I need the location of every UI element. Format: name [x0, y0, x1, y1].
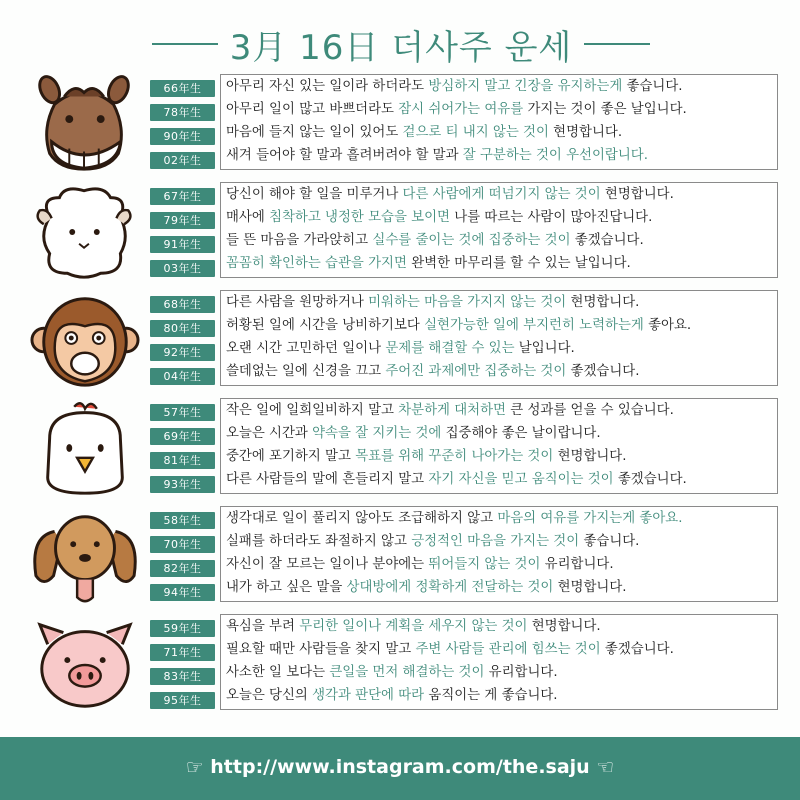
- fortune-section: [0, 614, 800, 714]
- birth-year-badge: 67年生: [150, 188, 215, 205]
- chicken-icon: [30, 398, 140, 498]
- birth-year-badge: 69年生: [150, 428, 215, 445]
- monkey-icon: [30, 290, 140, 390]
- fortune-text: 좋겠습니다.: [566, 364, 640, 379]
- fortune-line: [226, 684, 781, 708]
- fortune-text: 큰 성과를 얻을 수 있습니다.: [506, 403, 674, 418]
- fortune-text: 실패를 하더라도 좌절하지 않고: [226, 534, 412, 549]
- fortune-line: [226, 98, 781, 122]
- fortune-text: 나를 따르는 사람이 많아진답니다.: [450, 210, 653, 225]
- highlight-text: 상대방에게 정확하게 전달하는 것이: [346, 580, 554, 595]
- highlight-text: 미워하는 마음을 가지지 않는 것이: [368, 295, 567, 310]
- fortune-line: [226, 638, 781, 662]
- fortune-line: [226, 445, 781, 469]
- fortune-text: 오늘은 당신의: [226, 688, 313, 703]
- birth-year-badge: 82年生: [150, 560, 215, 577]
- fortune-line: [226, 206, 781, 230]
- birth-year-badge: 93年生: [150, 476, 215, 493]
- highlight-text: 마음의 여유를 가지는게 좋아요.: [497, 511, 683, 526]
- fortune-text: 새겨 들어야 할 말과 흘려버려야 할 말과: [226, 148, 463, 163]
- fortune-line: [226, 252, 781, 276]
- fortune-text: 좋아요.: [643, 318, 692, 333]
- highlight-text: 방심하지 말고 긴장을 유지하는게: [428, 79, 623, 94]
- highlight-text: 침착하고 냉정한 모습을 보이면: [269, 210, 450, 225]
- fortune-text: 쓸데없는 일에 신경을 끄고: [226, 364, 386, 379]
- highlight-text: 뛰어들지 않는 것이: [428, 557, 541, 572]
- fortune-line: [226, 229, 781, 253]
- highlight-text: 약속을 잘 지키는 것에: [312, 426, 442, 441]
- fortune-line: [226, 468, 781, 492]
- highlight-text: 생각과 판단에 따라: [312, 688, 425, 703]
- birth-year-badge: 03年生: [150, 260, 215, 277]
- birth-year-badge: 81年生: [150, 452, 215, 469]
- birth-year-badge: 91年生: [150, 236, 215, 253]
- highlight-text: 큰일을 먼저 해결하는 것이: [329, 665, 485, 680]
- birth-year-badges: [150, 614, 220, 714]
- fortune-text: 현명합니다.: [553, 449, 627, 464]
- fortune-section: [0, 74, 800, 174]
- fortune-text: 아무리 자신 있는 일이라 하더라도: [226, 79, 429, 94]
- fortune-text: 날입니다.: [514, 341, 575, 356]
- fortune-text: 좋겠습니다.: [570, 233, 644, 248]
- fortune-text: 매사에: [226, 210, 270, 225]
- fortune-line: [226, 553, 781, 577]
- fortune-line: [226, 121, 781, 145]
- fortune-text: 가지는 것이 좋은 날입니다.: [523, 102, 687, 117]
- sheep-icon: [30, 182, 140, 282]
- highlight-text: 문제를 해결할 수 있는: [385, 341, 515, 356]
- fortune-text: 내가 하고 싶은 말을: [226, 580, 347, 595]
- fortune-text: 오랜 시간 고민하던 일이나: [226, 341, 386, 356]
- fortune-text: 오늘은 시간과: [226, 426, 313, 441]
- fortune-line: [226, 314, 781, 338]
- title-row: [0, 18, 800, 68]
- birth-year-badge: 80年生: [150, 320, 215, 337]
- highlight-text: 잠시 쉬어가는 여유를: [398, 102, 524, 117]
- birth-year-badge: 79年生: [150, 212, 215, 229]
- fortune-line: [226, 661, 781, 685]
- fortune-line: [226, 422, 781, 446]
- fortune-text-box: [220, 74, 778, 170]
- birth-year-badge: 58年生: [150, 512, 215, 529]
- fortune-line: [226, 360, 781, 384]
- fortune-text: 다른 사람들의 말에 흔들리지 말고: [226, 472, 429, 487]
- birth-year-badge: 90年生: [150, 128, 215, 145]
- fortune-text: 다른 사람을 원망하거나: [226, 295, 369, 310]
- fortune-line: [226, 183, 781, 207]
- birth-year-badges: [150, 398, 220, 498]
- title-divider-left: [152, 43, 218, 45]
- fortune-line: [226, 75, 781, 99]
- highlight-text: 무리한 일이나 계획을 세우지 않는 것이: [299, 619, 528, 634]
- highlight-text: 다른 사람에게 떠넘기지 않는 것이: [402, 187, 601, 202]
- fortune-text: 좋습니다.: [622, 79, 683, 94]
- fortune-text: 집중해야 좋은 날이랍니다.: [441, 426, 601, 441]
- birth-year-badge: 83年生: [150, 668, 215, 685]
- fortune-text-box: [220, 290, 778, 386]
- highlight-text: 꼼꼼히 확인하는 습관을 가지면: [226, 256, 407, 271]
- birth-year-badge: 59年生: [150, 620, 215, 637]
- fortune-text: 사소한 일 보다는: [226, 665, 330, 680]
- highlight-text: 실수를 줄이는 것에 집중하는 것이: [372, 233, 571, 248]
- page-title: 3月 16日 더사주 운세: [229, 28, 573, 68]
- fortune-text-box: [220, 506, 778, 602]
- birth-year-badge: 68年生: [150, 296, 215, 313]
- birth-year-badge: 78年生: [150, 104, 215, 121]
- fortune-line: [226, 530, 781, 554]
- footer-link-row: [0, 755, 800, 779]
- fortune-text: 현명합니다.: [600, 187, 674, 202]
- instagram-link[interactable]: http://www.instagram.com/the.saju: [210, 756, 590, 778]
- highlight-text: 긍정적인 마음을 가지는 것이: [411, 534, 580, 549]
- pig-icon: [30, 614, 140, 714]
- birth-year-badge: 57年生: [150, 404, 215, 421]
- fortune-text: 아무리 일이 많고 바쁘더라도: [226, 102, 399, 117]
- birth-year-badges: [150, 182, 220, 282]
- title-divider-right: [584, 43, 650, 45]
- fortune-line: [226, 576, 781, 600]
- fortune-text: 좋습니다.: [579, 534, 640, 549]
- highlight-text: 차분하게 대처하면: [398, 403, 506, 418]
- fortune-line: [226, 507, 781, 531]
- fortune-text: 당신이 해야 할 일을 미루거나: [226, 187, 403, 202]
- birth-year-badges: [150, 74, 220, 174]
- highlight-text: 주변 사람들 관리에 힘쓰는 것이: [415, 642, 601, 657]
- fortune-text-box: [220, 398, 778, 494]
- highlight-text: 잘 구분하는 것이 우선이랍니다.: [462, 148, 648, 163]
- fortune-text: 좋겠습니다.: [613, 472, 687, 487]
- highlight-text: 실현가능한 일에 부지런히 노력하는게: [424, 318, 644, 333]
- fortune-section: [0, 290, 800, 390]
- fortune-text: 중간에 포기하지 말고: [226, 449, 356, 464]
- birth-year-badge: 94年生: [150, 584, 215, 601]
- fortune-text: 유리합니다.: [540, 557, 614, 572]
- birth-year-badge: 04年生: [150, 368, 215, 385]
- birth-year-badge: 92年生: [150, 344, 215, 361]
- fortune-section: [0, 182, 800, 282]
- fortune-text: 자신이 잘 모르는 일이나 분야에는: [226, 557, 429, 572]
- fortune-text: 들 뜬 마음을 가라앉히고: [226, 233, 373, 248]
- fortune-text-box: [220, 614, 778, 710]
- fortune-section: [0, 506, 800, 606]
- fortune-text: 필요할 때만 사람들을 찾지 말고: [226, 642, 416, 657]
- birth-year-badges: [150, 506, 220, 606]
- fortune-line: [226, 291, 781, 315]
- birth-year-badge: 02年生: [150, 152, 215, 169]
- birth-year-badge: 95年生: [150, 692, 215, 709]
- fortune-text-box: [220, 182, 778, 278]
- birth-year-badge: 71年生: [150, 644, 215, 661]
- fortune-text: 마음에 들지 않는 일이 있어도: [226, 125, 403, 140]
- birth-year-badge: 66年生: [150, 80, 215, 97]
- fortune-text: 작은 일에 일희일비하지 말고: [226, 403, 399, 418]
- pointing-hand-right-icon: ☞: [185, 755, 204, 779]
- birth-year-badges: [150, 290, 220, 390]
- fortune-line: [226, 399, 781, 423]
- fortune-text: 유리합니다.: [484, 665, 558, 680]
- fortune-text: 완벽한 마무리를 할 수 있는 날입니다.: [406, 256, 631, 271]
- fortune-text: 현명합니다.: [553, 580, 627, 595]
- fortune-section: [0, 398, 800, 498]
- fortune-text: 허황된 일에 시간을 낭비하기보다: [226, 318, 425, 333]
- highlight-text: 주어진 과제에만 집중하는 것이: [385, 364, 567, 379]
- fortune-text: 욕심을 부려: [226, 619, 300, 634]
- fortune-text: 움직이는 게 좋습니다.: [424, 688, 558, 703]
- pointing-hand-left-icon: ☜: [596, 755, 615, 779]
- highlight-text: 목표를 위해 꾸준히 나아가는 것이: [355, 449, 554, 464]
- highlight-text: 겉으로 티 내지 않는 것이: [402, 125, 549, 140]
- fortune-line: [226, 615, 781, 639]
- horse-icon: [30, 74, 140, 174]
- fortune-text: 현명합니다.: [566, 295, 640, 310]
- fortune-text: 생각대로 일이 풀리지 않아도 조급해하지 않고: [226, 511, 498, 526]
- fortune-line: [226, 337, 781, 361]
- fortune-text: 현명합니다.: [527, 619, 601, 634]
- dog-icon: [30, 506, 140, 606]
- footer-bar: [0, 737, 800, 800]
- birth-year-badge: 70年生: [150, 536, 215, 553]
- fortune-text: 현명합니다.: [548, 125, 623, 140]
- highlight-text: 자기 자신을 믿고 움직이는 것이: [428, 472, 614, 487]
- fortune-text: 좋겠습니다.: [600, 642, 674, 657]
- fortune-line: [226, 144, 781, 168]
